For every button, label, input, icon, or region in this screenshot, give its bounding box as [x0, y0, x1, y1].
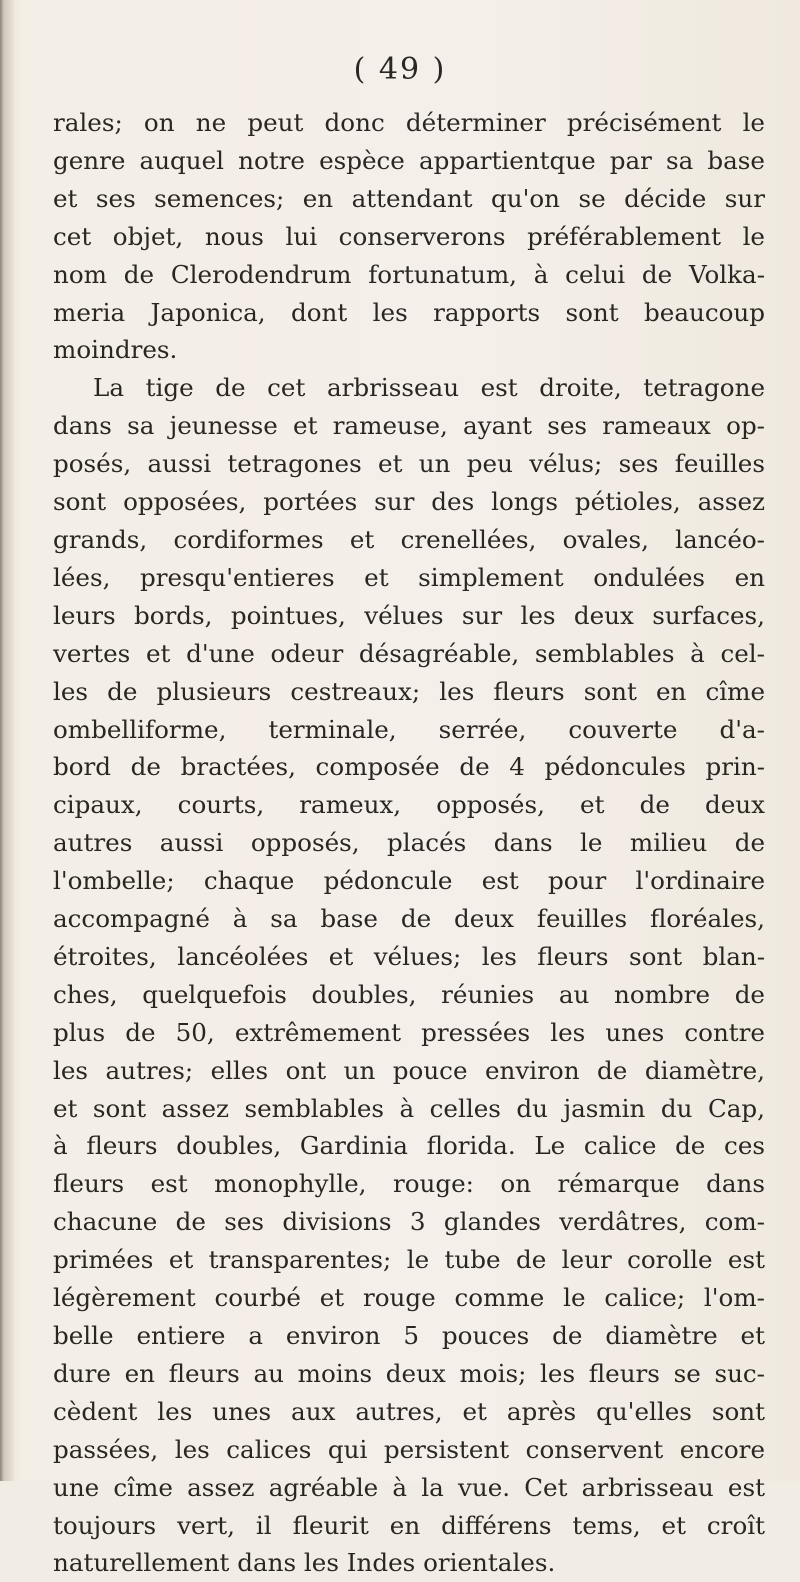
text-line: genre auquel notre espèce appartientque par sa base — [53, 145, 765, 175]
text-line: nom de Clerodendrum fortunatum, à celui de Volka- — [53, 259, 765, 289]
text-line: primées et transparentes; le tube de leur corolle est — [53, 1245, 765, 1275]
text-line: cet objet, nous lui conserverons préférablement le — [53, 221, 765, 251]
text-line: dans sa jeunesse et rameuse, ayant ses rameaux op- — [53, 411, 765, 441]
text-line: légèrement courbé et rouge comme le calice; l'om- — [53, 1283, 765, 1313]
text-line: les de plusieurs cestreaux; les fleurs sont en cîme — [53, 676, 765, 706]
text-line: La tige de cet arbrisseau est droite, tetragone — [93, 373, 765, 403]
text-line: accompagné à sa base de deux feuilles floréales, — [53, 904, 765, 934]
text-line: et ses semences; en attendant qu'on se décide sur — [53, 183, 765, 213]
text-line: belle entiere a environ 5 pouces de diamètre et — [53, 1321, 765, 1350]
text-line: plus de 50, extrêmement pressées les unes contre — [53, 1017, 765, 1047]
book-spine-shadow — [0, 0, 14, 1481]
text-line: cèdent les unes aux autres, et après qu'elles sont — [53, 1396, 765, 1426]
text-line: et sont assez semblables à celles du jasmin du Cap, — [53, 1093, 765, 1123]
text-line: rales; on ne peut donc déterminer précisément le — [53, 108, 765, 137]
text-line: cipaux, courts, rameux, opposés, et de deux — [53, 790, 765, 820]
text-line: ombelliforme, terminale, serrée, couverte d'a- — [53, 714, 765, 744]
text-line: dure en fleurs au moins deux mois; les fleurs se suc- — [53, 1358, 765, 1388]
page-number: ( 49 ) — [353, 52, 447, 87]
text-line: à fleurs doubles, Gardinia florida. Le calice de ces — [53, 1131, 765, 1161]
text-line: bord de bractées, composée de 4 pédoncules prin- — [53, 752, 765, 782]
text-line: étroites, lancéolées et vélues; les fleurs sont blan- — [53, 941, 765, 971]
body-text — [53, 104, 765, 1582]
text-line: chacune de ses divisions 3 glandes verdâtres, com- — [53, 1207, 765, 1237]
text-line: leurs bords, pointues, vélues sur les deux surfaces, — [53, 600, 765, 630]
text-line: ches, quelquefois doubles, réunies au nombre de — [53, 979, 765, 1009]
text-line: lées, presqu'entieres et simplement ondulées en — [53, 562, 765, 592]
text-line: fleurs est monophylle, rouge: on rémarque dans — [53, 1169, 765, 1199]
text-line: posés, aussi tetragones et un peu vélus; ses feuilles — [53, 449, 765, 479]
text-line: autres aussi opposés, placés dans le milieu de — [53, 828, 765, 858]
text-line: l'ombelle; chaque pédoncule est pour l'ordinaire — [53, 866, 765, 896]
text-line: vertes et d'une odeur désagréable, semblables à cel- — [53, 638, 765, 668]
text-line: grands, cordiformes et crenellées, ovales, lancéo- — [53, 524, 765, 554]
text-line: naturellement dans les Indes orientales. — [53, 1548, 556, 1578]
text-line: meria Japonica, dont les rapports sont beaucoup — [53, 297, 765, 327]
text-line: sont opposées, portées sur des longs pétioles, assez — [53, 487, 765, 517]
text-line: une cîme assez agréable à la vue. Cet arbrisseau est — [53, 1472, 765, 1502]
text-line: toujours vert, il fleurit en différens tems, et croît — [53, 1510, 765, 1540]
text-line: moindres. — [53, 335, 178, 365]
text-line: les autres; elles ont un pouce environ de diamètre, — [53, 1055, 765, 1085]
text-line: passées, les calices qui persistent conservent encore — [53, 1434, 765, 1464]
